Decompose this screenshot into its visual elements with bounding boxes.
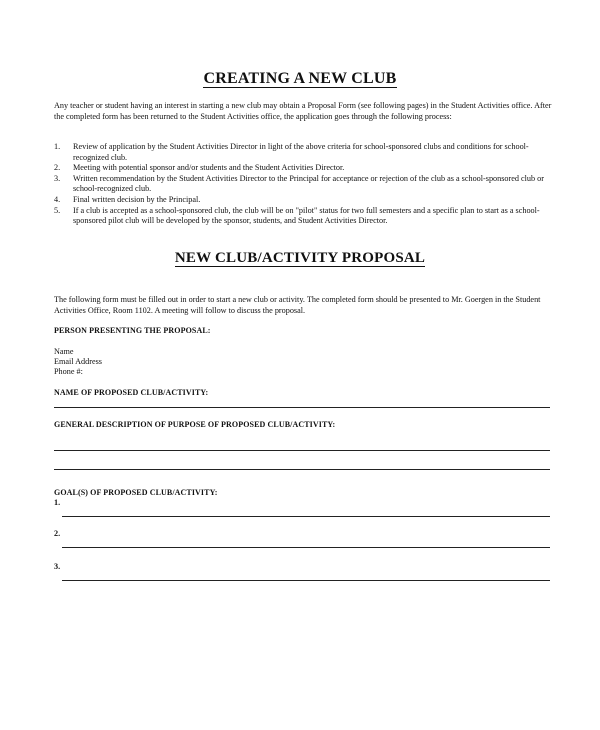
- club-name-line[interactable]: [54, 407, 550, 408]
- list-item: [54, 163, 554, 174]
- goal-line-3[interactable]: [62, 580, 550, 581]
- description-label: GENERAL DESCRIPTION OF PURPOSE OF PROPOSED CLUB/ACTIVITY:: [54, 420, 336, 429]
- step-text: Final written decision by the Principal.: [73, 194, 201, 204]
- proposal-intro-paragraph: The following form must be filled out in order to start a new club or activity. The completed form should be presented to Mr. Goergen in the Student Activities Office, Room 1102. A meeting will follow to discuss the proposal.: [54, 295, 541, 315]
- goal-number-3: 3.: [54, 562, 61, 571]
- goal-line-2[interactable]: [62, 547, 550, 548]
- goal-number-2: 2.: [54, 529, 61, 538]
- step-number: 2.: [54, 163, 61, 173]
- proposal-title-text: NEW CLUB/ACTIVITY PROPOSAL: [174, 250, 426, 266]
- page-title: [0, 70, 600, 88]
- list-item: [54, 142, 554, 163]
- title-text: CREATING A NEW CLUB: [203, 70, 397, 87]
- step-text: Meeting with potential sponsor and/or students and the Student Activities Director.: [73, 163, 345, 173]
- list-item: [54, 195, 554, 206]
- step-text: If a club is accepted as a school-sponsored club, the club will be on "pilot" status for two full semesters and a specific plan to start as a school-sponsored pilot club will be developed by the sponsor, students, and Student Activities Director.: [73, 205, 540, 226]
- step-text: Review of application by the Student Activities Director in light of the above criteria for school-sponsored clubs and conditions for school-recognized club.: [73, 142, 529, 162]
- list-item: [54, 206, 554, 227]
- proposal-title: [0, 250, 600, 267]
- goals-label: GOAL(S) OF PROPOSED CLUB/ACTIVITY:: [54, 488, 218, 497]
- club-name-label: NAME OF PROPOSED CLUB/ACTIVITY:: [54, 388, 209, 397]
- step-number: 4.: [54, 194, 61, 204]
- step-number: 5.: [54, 205, 61, 215]
- goal-line-1[interactable]: [62, 516, 550, 517]
- step-number: 3.: [54, 173, 61, 183]
- email-field-label: Email Address: [54, 357, 102, 366]
- description-line-1[interactable]: [54, 450, 550, 451]
- name-field-label: Name: [54, 347, 74, 356]
- step-text: Written recommendation by the Student Activities Director to the Principal for acceptance or rejection of the club as a school-sponsored club or school-recognized club.: [73, 173, 544, 194]
- description-line-2[interactable]: [54, 469, 550, 470]
- phone-field-label: Phone #:: [54, 367, 83, 376]
- goal-number-1: 1.: [54, 498, 61, 507]
- intro-paragraph: Any teacher or student having an interest in starting a new club may obtain a Proposal Form (see following pages) in the Student Activities office. After the completed form has been returned to the Student Activities office, the application goes through the following process:: [54, 101, 552, 121]
- list-item: [54, 174, 554, 195]
- step-number: 1.: [54, 142, 61, 151]
- person-presenting-label: PERSON PRESENTING THE PROPOSAL:: [54, 326, 211, 335]
- process-steps-list: [54, 142, 554, 227]
